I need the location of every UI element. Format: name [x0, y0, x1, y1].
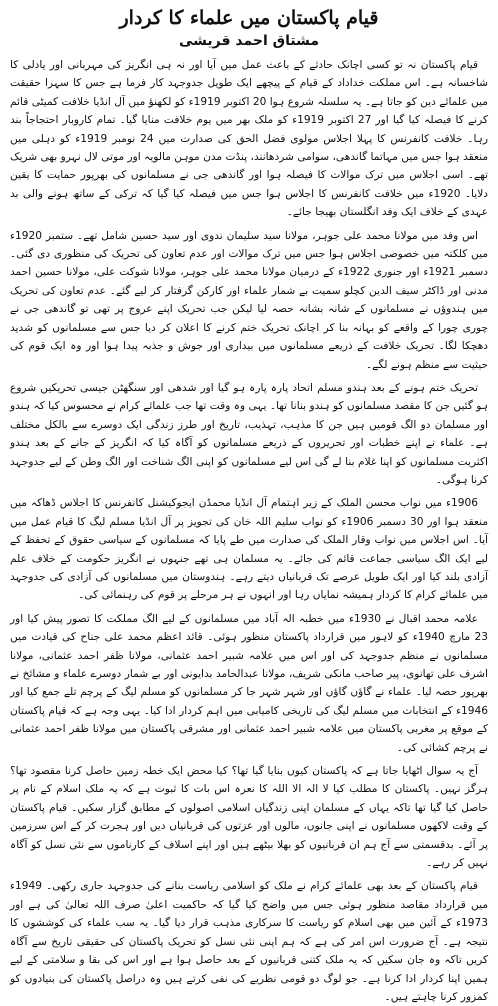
- article-title: قیام پاکستان میں علماء کا کردار: [119, 7, 379, 29]
- article-paragraph-7: قیام پاکستان کے بعد بھی علمائے کرام نے ملک کو اسلامی ریاست بنانے کی جدوجہد جاری رکھی۔ 1949ء میں قرارداد مقاصد منظور ہوئی جس میں واضح کیا گیا کہ حاکمیت اعلیٰ صرف اللہ تعالیٰ کی ہے اور 1973ء کے آئین میں بھی اسلام کو ریاست کا سرکاری مذہب قرار دیا گیا۔ یہ سب علماء کی کوششوں کا نتیجہ ہے۔ آج ضرورت اس امر کی ہے کہ ہم اپنی نئی نسل کو تحریک پاکستان کی حقیقی تاریخ سے آگاہ کریں تاکہ وہ جان سکیں کہ یہ ملک کتنی قربانیوں کے بعد حاصل ہوا ہے اور اس کی بقا و سلامتی کے لیے ہمیں اپنا کردار ادا کرنا ہے۔ جو لوگ دو قومی نظریے کی نفی کرتے ہیں وہ دراصل پاکستان کی بنیادوں کو کمزور کرنا چاہتے ہیں۔: [10, 880, 488, 1003]
- article-body: [10, 56, 488, 1006]
- article-paragraph-2: اس وفد میں مولانا محمد علی جوہر، مولانا سید سلیمان ندوی اور سید حسین شامل تھے۔ ستمبر 1920ء میں کلکتہ میں خصوصی اجلاس ہوا جس میں ترک موالات اور عدم تعاون کی تحریک کی منظوری دی گئی۔ دسمبر 1921ء اور جنوری 1922ء کے درمیان مولانا محمد علی جوہر، مولانا شوکت علی، مولانا حسین احمد مدنی اور ڈاکٹر سیف الدین کچلو سمیت بے شمار علماء اور کارکن گرفتار کر لیے گئے۔ عدم تعاون کی تحریک میں ہندوؤں نے مسلمانوں کے شانہ بشانہ حصہ لیا لیکن جب تحریک اپنے عروج پر تھی تو گاندھی جی نے چوری چورا کے واقعے کو بہانہ بنا کر اچانک تحریک ختم کرنے کا اعلان کر دیا جس سے مسلمانوں کو شدید دھچکا لگا۔ تحریک خلافت کے ذریعے مسلمانوں میں بیداری اور جوش و جذبہ پیدا ہوا اور وہ ایک قوم کی حیثیت سے منظم ہونے لگے۔: [10, 229, 488, 371]
- article-paragraph-5: علامہ محمد اقبال نے 1930ء میں خطبہ الہ آباد میں مسلمانوں کے لیے الگ مملکت کا تصور پیش کیا اور 23 مارچ 1940ء کو لاہور میں قرارداد پاکستان منظور ہوئی۔ قائد اعظم محمد علی جناح کی قیادت میں مسلمانوں نے منظم جدوجہد کی اور اس میں علامہ شبیر احمد عثمانی، مولانا ظفر احمد عثمانی، مولانا اشرف علی تھانوی، پیر صاحب مانکی شریف، مولانا عبدالحامد بدایونی اور بے شمار دوسرے علماء و مشائخ نے بھرپور حصہ لیا۔ علماء نے گاؤں گاؤں اور شہر شہر جا کر مسلمانوں کو مسلم لیگ کے پرچم تلے جمع کیا اور 1946ء کے انتخابات میں مسلم لیگ کی تاریخی کامیابی میں اہم کردار ادا کیا۔ یہی وجہ ہے کہ قیام پاکستان کے موقع پر مغربی پاکستان میں علامہ شبیر احمد عثمانی اور مشرقی پاکستان میں مولانا ظفر احمد عثمانی نے پرچم کشائی کی۔: [10, 612, 489, 754]
- article-author: مشتاق احمد قریشی: [178, 33, 320, 49]
- article-paragraph-4: 1906ء میں نواب محسن الملک کے زیر اہتمام آل انڈیا محمڈن ایجوکیشنل کانفرنس کا اجلاس ڈھاکہ میں منعقد ہوا اور 30 دسمبر 1906ء کو نواب سلیم اللہ خان کی تجویز پر آل انڈیا مسلم لیگ کا قیام عمل میں آیا۔ اس اجلاس میں نواب وقار الملک کی صدارت میں طے پایا کہ مسلمانوں کے سیاسی حقوق کے تحفظ کے لیے ایک الگ سیاسی جماعت قائم کی جائے۔ یہ مسلمان ہی تھے جنہوں نے انگریز حکومت کے خلاف علم آزادی بلند کیا اور ایک طویل عرصے تک قربانیاں دیتے رہے۔ ہندوستان میں مسلمانوں کی آزادی کی جدوجہد میں علمائے کرام کا کردار ہمیشہ نمایاں رہا اور انہوں نے ہر مرحلے پر قوم کی رہنمائی کی۔: [10, 497, 488, 602]
- article-paragraph-6: آج یہ سوال اٹھایا جاتا ہے کہ پاکستان کیوں بنایا گیا تھا؟ کیا محض ایک خطہ زمین حاصل کرنا مقصود تھا؟ ہرگز نہیں۔ پاکستان کا مطلب کیا لا الہ الا اللہ کا نعرہ اس بات کا ثبوت ہے کہ یہ ملک اسلام کے نام پر حاصل کیا گیا تھا تاکہ یہاں کے مسلمان اپنی زندگیاں اسلامی اصولوں کے مطابق گزار سکیں۔ قیام پاکستان کے وقت لاکھوں مسلمانوں نے اپنی جانوں، مالوں اور عزتوں کی قربانیاں دیں اور ہجرت کر کے اس سرزمین پر آئے۔ بدقسمتی سے آج ہم ان قربانیوں کو بھلا بیٹھے ہیں اور اپنے اسلاف کے کارناموں سے نئی نسل کو آگاہ نہیں کر رہے۔: [10, 765, 488, 870]
- article-paragraph-1: قیام پاکستان نہ تو کسی اچانک حادثے کے باعث عمل میں آیا اور نہ ہی انگریز کی مہربانی اور یادلی کا شاخسانہ ہے۔ اس مملکت خداداد کے قیام کے پیچھے ایک طویل جدوجہد کار فرما ہے جس کا سہرا حقیقت میں علمائے دین کو جاتا ہے۔ یہ سلسلہ شروع ہوا 20 اکتوبر 1919ء کو لکھنؤ میں آل انڈیا خلافت کمیٹی قائم کرنے کا فیصلہ کیا گیا اور 27 اکتوبر 1919ء کو ملک بھر میں یوم خلافت منایا گیا۔ تمام کاروبار احتجاجاً بند رہا۔ خلافت کانفرنس کا پہلا اجلاس مولوی فضل الحق کی صدارت میں 24 نومبر 1919ء کو دہلی میں منعقد ہوا جس میں مہاتما گاندھی، سوامی شردھانند، پنڈت مدن موہن مالویہ اور موتی لال نہرو بھی شریک تھے۔ اسی اجلاس میں ترک موالات کا فیصلہ ہوا اور گاندھی جی نے مسلمانوں کی بھرپور حمایت کا یقین دلایا۔ 1920ء میں خلافت کانفرنس کا اجلاس ہوا جس میں فیصلہ کیا گیا کہ ترکی کے ساتھ ہونے والی بد عہدی کے خلاف ایک وفد انگلستان بھیجا جائے۔: [10, 59, 489, 219]
- article-paragraph-3: تحریک ختم ہونے کے بعد ہندو مسلم اتحاد پارہ پارہ ہو گیا اور شدھی اور سنگھٹن جیسی تحریکیں شروع ہو گئیں جن کا مقصد مسلمانوں کو ہندو بنانا تھا۔ یہی وہ وقت تھا جب علمائے کرام نے محسوس کیا کہ ہندو اور مسلمان دو الگ قومیں ہیں جن کا مذہب، تہذیب، تاریخ اور طرز زندگی ایک دوسرے سے بالکل مختلف ہے۔ علماء نے اپنے خطبات اور تحریروں کے ذریعے مسلمانوں کو آگاہ کیا کہ انگریز کے جانے کے بعد ہندو اکثریت مسلمانوں کو اپنا غلام بنا لے گی اس لیے مسلمانوں کو اپنی الگ شناخت اور الگ وطن کے لیے جدوجہد کرنا ہوگی۔: [10, 381, 488, 486]
